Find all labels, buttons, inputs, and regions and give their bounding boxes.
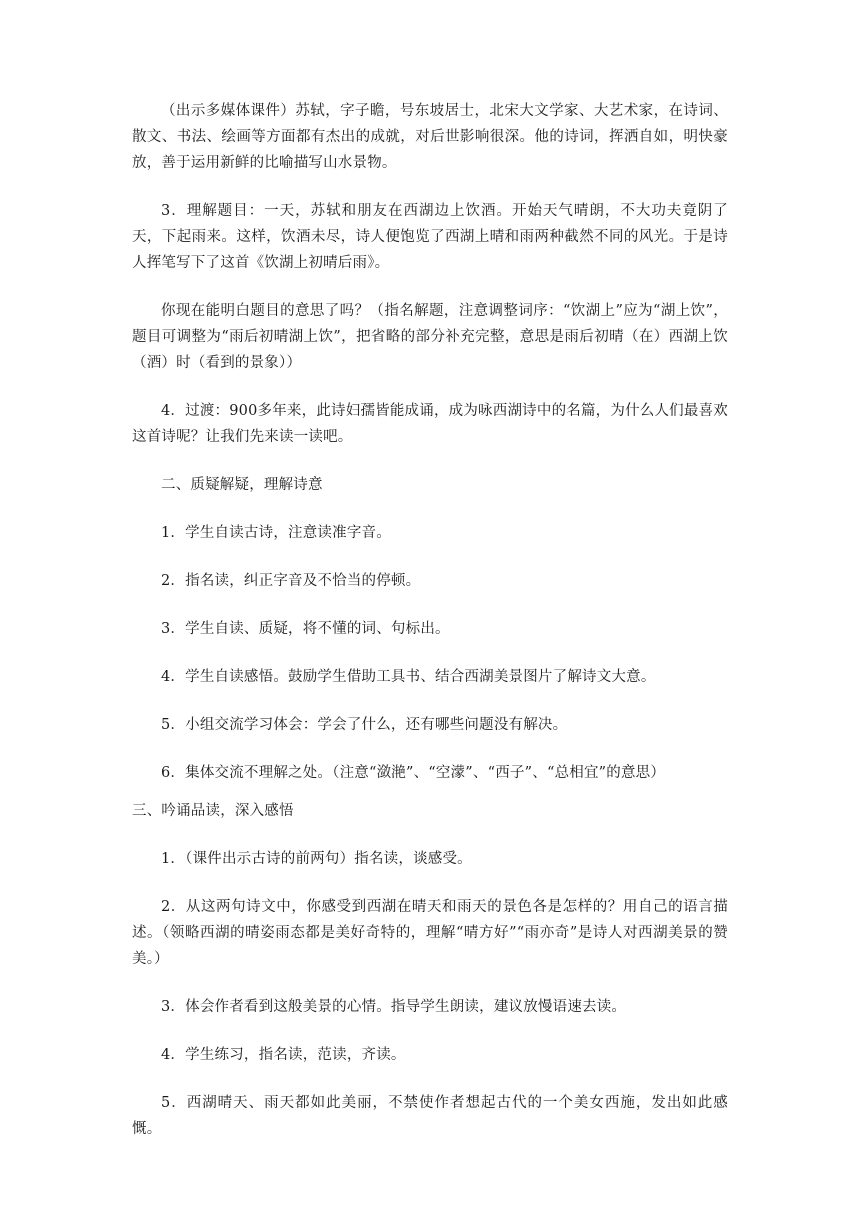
document-body [132, 98, 728, 1164]
section-3-heading: 三、吟诵品读，深入感悟 [132, 803, 294, 819]
step-3-paragraph: 3．理解题目：一天，苏轼和朋友在西湖边上饮酒。开始天气晴朗，不大功夫竟阴了天，下起雨来。这样，饮酒未尽，诗人便饱览了西湖上晴和雨两种截然不同的风光。于是诗人挥笔写下了这首《饮湖上初晴后雨》。 [132, 203, 728, 271]
step-4-paragraph: 4．过渡：900多年来，此诗妇孺皆能成诵，成为咏西湖诗中的名篇，为什么人们最喜欢这首诗呢？让我们先来读一读吧。 [132, 403, 728, 445]
list-item-3: 3．学生自读、质疑，将不懂的词、句标出。 [161, 621, 450, 637]
list-item-2: 2．指名读，纠正字音及不恰当的停顿。 [161, 573, 421, 589]
section-3-item-2: 2．从这两句诗文中，你感受到西湖在晴天和雨天的景色各是怎样的？用自己的语言描述。（领略西湖的晴姿雨态都是美好奇特的，理解“晴方好”“雨亦奇”是诗人对西湖美景的赞美。） [132, 899, 728, 967]
section-3-item-5: 5．西湖晴天、雨天都如此美丽，不禁使作者想起古代的一个美女西施，发出如此感慨。 [132, 1095, 728, 1137]
list-item-5: 5．小组交流学习体会：学会了什么，还有哪些问题没有解决。 [161, 717, 568, 733]
question-paragraph: 你现在能明白题目的意思了吗？（指名解题，注意调整词序：“饮湖上”应为“湖上饮”，题目可调整为“雨后初晴湖上饮”，把省略的部分补充完整，意思是雨后初晴（在）西湖上饮（酒）时（看到的景象）） [132, 303, 728, 371]
section-3-item-1: 1．（课件出示古诗的前两句）指名读，谈感受。 [161, 851, 472, 867]
intro-paragraph: （出示多媒体课件）苏轼，字子瞻，号东坡居士，北宋大文学家、大艺术家，在诗词、散文、书法、绘画等方面都有杰出的成就，对后世影响很深。他的诗词，挥洒自如，明快豪放，善于运用新鲜的比喻描写山水景物。 [132, 103, 728, 171]
section-3-item-3: 3．体会作者看到这般美景的心情。指导学生朗读，建议放慢语速去读。 [161, 999, 627, 1015]
list-item-1: 1．学生自读古诗，注意读准字音。 [161, 525, 391, 541]
section-3-item-4: 4．学生练习，指名读，范读，齐读。 [161, 1047, 406, 1063]
section-2-heading: 二、质疑解疑，理解诗意 [161, 477, 323, 493]
list-item-4: 4．学生自读感悟。鼓励学生借助工具书、结合西湖美景图片了解诗文大意。 [161, 669, 656, 685]
list-item-6: 6．集体交流不理解之处。（注意“潋滟”、“空濛”、“西子”、“总相宜”的意思） [161, 765, 666, 781]
